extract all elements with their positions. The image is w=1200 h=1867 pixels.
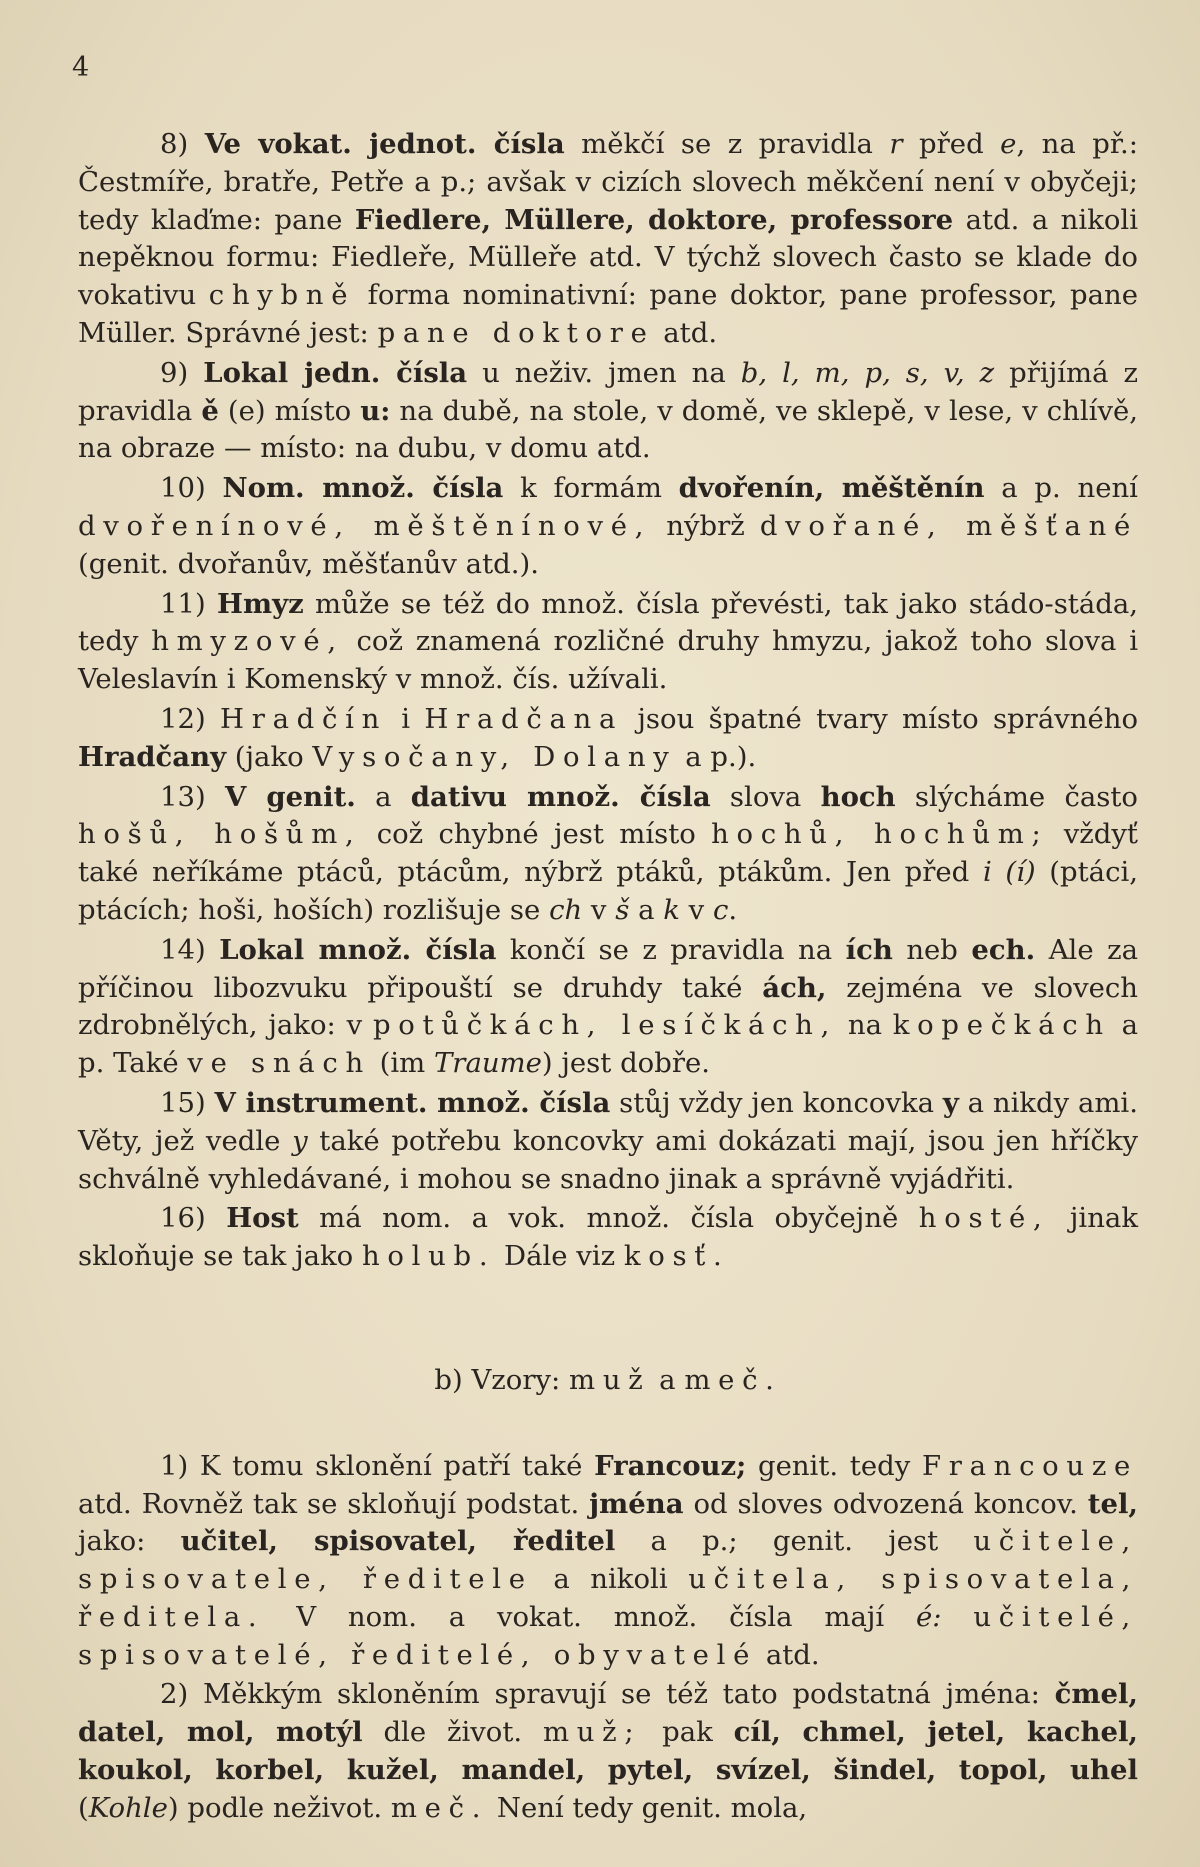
text-segment: 9)	[160, 356, 204, 389]
text-segment: k formám	[503, 472, 679, 505]
text-segment: Hradčín	[220, 702, 387, 735]
text-segment: jako:	[78, 1525, 181, 1558]
text-segment: hošů, hošům,	[78, 818, 362, 851]
text-segment: , na př.: Čestmíře, bratře, Petře a p.; avšak v cizích slovech měkčení není v obyčeji; tedy klaďme: pane	[78, 128, 1138, 236]
text-segment: V instrument. množ. čísla	[214, 1086, 611, 1119]
text-segment: dvořané, měšťané	[759, 509, 1138, 542]
text-segment: V genit.	[224, 780, 356, 813]
text-segment: 15)	[160, 1086, 215, 1119]
text-segment: muž;	[542, 1716, 642, 1749]
text-segment: v	[679, 893, 713, 926]
text-segment: a p.; genit. jest	[615, 1525, 974, 1558]
text-segment: kosť.	[623, 1240, 730, 1273]
text-segment: Kohle	[88, 1791, 168, 1824]
text-segment: Není tedy genit. mola,	[488, 1791, 808, 1824]
text-segment: u:	[360, 394, 391, 427]
text-segment: Francouz;	[594, 1449, 747, 1482]
text-segment: Dále viz	[495, 1240, 624, 1273]
text-segment: ve snách	[187, 1047, 371, 1080]
text-segment: ) podle neživot.	[167, 1791, 391, 1824]
text-segment: genit. tedy	[746, 1449, 922, 1482]
section-heading	[78, 1362, 1138, 1400]
text-segment: slýcháme často	[895, 780, 1138, 813]
paragraph-p11	[78, 586, 1138, 699]
text-segment: cíl, chmel, jetel, kachel, koukol, korbel, kužel, mandel, pytel, svízel, šindel, topol, uhel	[78, 1716, 1138, 1787]
text-segment: pane doktore	[377, 316, 655, 349]
text-segment: učitela, spisovatela, ředitela.	[78, 1563, 1139, 1633]
text-segment: na dubě, na stole, v domě, ve sklepě, v lese, v chlívě, na obraze — místo: na dubu, v domu atd.	[78, 394, 1139, 465]
text-segment: a p.).	[676, 740, 757, 773]
text-segment: hoch	[820, 780, 896, 813]
text-segment: k	[663, 893, 680, 926]
text-segment: což chybné jest místo	[361, 818, 712, 851]
text-segment: 11)	[160, 587, 218, 620]
text-segment: hochů, hochům;	[711, 818, 1049, 851]
text-segment: (	[78, 1791, 89, 1824]
text-segment: zejména ve slovech zdrobnělých, jako: v	[78, 971, 1138, 1042]
text-segment: e	[1000, 128, 1017, 160]
text-segment: meč.	[390, 1791, 489, 1824]
text-segment: (ptáci, ptácích; hoši, hoších) rozlišuje se	[78, 856, 1139, 926]
text-segment: é:	[915, 1600, 942, 1633]
text-segment: Traume	[433, 1047, 542, 1080]
paragraph-b2	[78, 1676, 1138, 1827]
text-segment: (im	[370, 1047, 434, 1080]
text-segment: ) jest dobře.	[541, 1047, 711, 1080]
text-segment: jsou špatné tvary místo správného	[623, 702, 1138, 735]
text-segment: může se též do množ. čísla převésti, tak jako stádo-stáda, tedy	[78, 587, 1138, 658]
paragraph-p12	[78, 701, 1138, 777]
text-segment: jinak skloňuje se tak jako	[78, 1202, 1138, 1273]
paragraph-b1	[78, 1448, 1138, 1675]
text-segment: b) Vzory:	[434, 1363, 570, 1396]
text-segment: Vysočany, Dolany	[312, 740, 677, 773]
text-segment: atd. a nikoli nepěknou formu: Fiedleře, Mülleře atd. V týchž slovech často se klade do vokativu	[78, 203, 1138, 312]
page-number: 4	[72, 52, 90, 83]
text-segment: Ale za příčinou libozvuku připouští se druhdy také	[78, 933, 1138, 1004]
text-segment: neb	[892, 933, 972, 966]
text-segment: V nom. a vokat. množ. čísla mají	[264, 1600, 916, 1633]
text-segment: a	[629, 893, 664, 926]
text-segment: forma nominativní: pane doktor, pane professor, pane Müller. Správné jest:	[78, 279, 1138, 349]
text-segment: y	[942, 1086, 959, 1119]
text-segment: atd. Rovněž tak se skloňují podstat.	[78, 1487, 590, 1520]
text-segment: a p. Také	[78, 1009, 1138, 1080]
text-segment: učitelé, spisovatelé, ředitelé, obyvatelé	[78, 1600, 1138, 1671]
text-segment: Lokal množ. čísla	[219, 933, 497, 966]
text-segment: b, l, m, p, s, v, z	[740, 356, 995, 389]
text-segment: pak	[641, 1716, 734, 1749]
text-segment: Lokal jedn. čísla	[203, 356, 468, 389]
text-segment: hosté,	[918, 1202, 1050, 1235]
text-segment: dvořenínové, měštěnínové,	[78, 509, 652, 542]
text-segment: nýbrž	[651, 509, 760, 542]
text-segment: (e) místo	[218, 394, 361, 427]
text-segment: 8)	[160, 128, 205, 160]
text-segment: učitele, spisovatele, ředitele	[78, 1525, 1139, 1596]
text-segment: jména	[589, 1487, 684, 1520]
text-segment: ě	[201, 394, 219, 427]
text-segment: na	[837, 1009, 893, 1042]
text-segment: tel,	[1087, 1487, 1138, 1520]
text-segment: Hradčana	[424, 702, 624, 735]
text-segment: Hmyz	[217, 587, 304, 620]
text-segment: 12)	[160, 702, 221, 735]
text-segment: má nom. a vok. množ. čísla obyčejně	[298, 1202, 919, 1235]
text-segment	[942, 1601, 974, 1633]
text-segment: meč.	[684, 1363, 782, 1396]
text-segment: dvořenín, měštěnín	[678, 472, 985, 505]
text-segment: přijímá z pravidla	[78, 356, 1138, 427]
text-segment: (jako	[226, 740, 313, 773]
text-segment: a nikdy ami. Věty, jež vedle	[78, 1086, 1138, 1157]
text-segment: končí se z pravidla na	[496, 933, 846, 966]
paragraph-p8	[78, 126, 1138, 353]
text-segment: 16)	[160, 1202, 227, 1235]
text-segment: a nikoli	[532, 1563, 689, 1596]
text-segment: stůj vždy jen koncovka	[610, 1086, 943, 1119]
paragraph-p16	[78, 1200, 1138, 1276]
text-segment: Hradčany	[78, 740, 227, 773]
text-segment: dativu množ. čísla	[410, 780, 711, 813]
text-segment: vždyť také neříkáme ptáců, ptácům, nýbrž ptáků, ptákům. Jen před	[78, 818, 1138, 889]
paragraph-p15	[78, 1085, 1138, 1198]
text-segment: Fiedlere, Müllere, doktore, professore	[354, 203, 954, 236]
text-segment: před	[902, 128, 1001, 160]
paragraph-p14	[78, 932, 1138, 1083]
text-segment: š	[615, 893, 630, 926]
text-segment: ích	[845, 933, 893, 966]
text-segment: potůčkách, lesíčkách,	[372, 1009, 838, 1042]
text-segment: Nom. množ. čísla	[222, 472, 504, 505]
text-segment: Ve vokat. jednot. čísla	[204, 128, 565, 160]
text-segment: v	[582, 893, 616, 926]
text-segment: hmyzové,	[151, 625, 344, 658]
text-segment: 2) Měkkým skloněním spravují se též tato podstatná jména:	[160, 1678, 1055, 1711]
text-segment: měkčí se z pravidla	[564, 128, 890, 160]
paragraph-p9	[78, 355, 1138, 468]
text-segment: a p. není	[984, 472, 1138, 505]
text-segment: kopečkách	[892, 1009, 1111, 1042]
text-segment: i (í)	[982, 856, 1036, 889]
paragraph-p10	[78, 470, 1138, 583]
text-segment: čmel, datel, mol, motýl	[78, 1678, 1138, 1749]
text-segment: Francouze	[921, 1449, 1139, 1482]
text-segment: atd.	[757, 1638, 820, 1671]
text-segment: a	[355, 780, 411, 813]
text-segment: což znamená rozličné druhy hmyzu, jakož toho slova i Veleslavín i Komenský v množ. čís. užívali.	[78, 625, 1138, 696]
text-segment: u neživ. jmen na	[467, 356, 741, 389]
text-segment: ch	[549, 893, 583, 926]
text-segment: učitel, spisovatel, ředitel	[180, 1525, 616, 1558]
text-segment: 14)	[160, 933, 220, 966]
text-segment: i	[386, 702, 425, 735]
text-segment: slova	[710, 780, 821, 813]
text-segment: 1) K tomu sklonění patří také	[160, 1449, 595, 1482]
text-segment: ech.	[971, 933, 1036, 966]
text-segment: od sloves odvozená koncov.	[683, 1487, 1088, 1520]
text-segment: holub.	[361, 1240, 496, 1273]
paragraph-p13	[78, 779, 1138, 930]
text-segment: (genit. dvořanův, měšťanův atd.).	[78, 547, 539, 580]
text-segment: r	[889, 128, 903, 160]
text-segment: ách,	[762, 971, 827, 1004]
text-segment: Host	[226, 1202, 299, 1235]
text-segment: atd.	[654, 316, 718, 349]
text-segment: muž	[569, 1363, 651, 1396]
text-segment: 10)	[160, 472, 223, 505]
text-segment: 13)	[160, 780, 225, 813]
text-segment: .	[728, 893, 738, 926]
text-segment: c	[712, 893, 729, 926]
text-segment: dle život.	[362, 1716, 543, 1749]
text-segment: a	[650, 1363, 685, 1396]
text-segment: také potřebu koncovky ami dokázati mají, jsou jen hříčky schválně vyhledávané, i mohou se snadno jinak a správně vyjádřiti.	[78, 1124, 1138, 1195]
text-body	[78, 126, 1138, 1830]
text-segment: y	[292, 1124, 308, 1157]
text-segment: chybně	[208, 279, 356, 312]
